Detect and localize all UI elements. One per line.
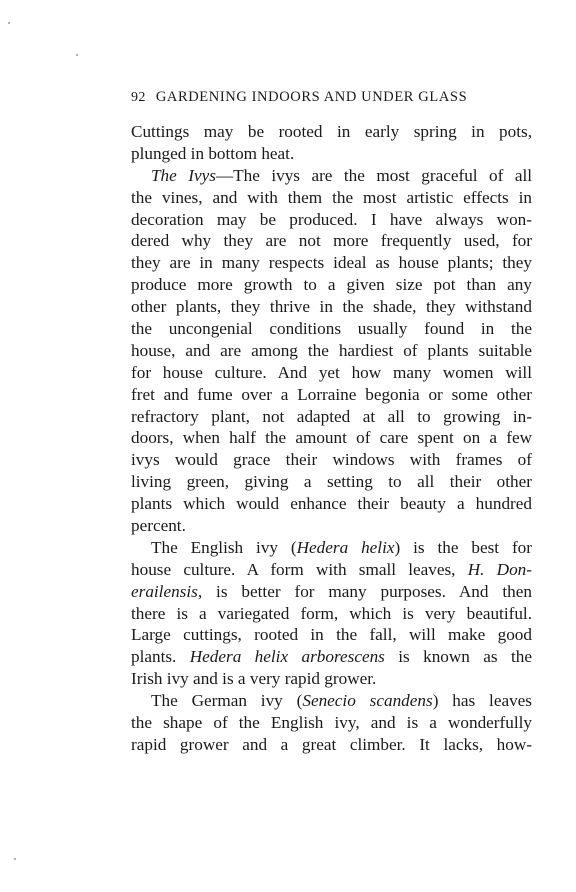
text-run: The German ivy (	[151, 691, 303, 711]
scan-speck	[8, 22, 10, 24]
text-run: they are in many respects ideal as house plants; they	[131, 253, 532, 273]
text-line	[131, 427, 532, 449]
text-line	[131, 734, 532, 756]
text-run: plunged in bottom heat.	[131, 143, 295, 163]
page-number: 92	[131, 90, 146, 105]
text-line	[131, 624, 532, 646]
text-run: refractory plant, not adapted at all to growing in-	[131, 406, 532, 426]
text-line	[131, 690, 532, 712]
italic-text: The Ivys	[151, 165, 216, 185]
text-run: percent.	[131, 516, 186, 536]
text-run: ) is the best for	[394, 537, 532, 557]
text-line	[131, 340, 532, 362]
text-line	[131, 121, 532, 143]
text-line	[131, 449, 532, 471]
italic-text: H. Don-	[467, 559, 532, 579]
text-run: fret and fume over a Lorraine begonia or some other	[131, 384, 532, 404]
text-line	[131, 252, 532, 274]
text-line	[131, 406, 532, 428]
text-line	[131, 559, 532, 581]
text-run: house, and are among the hardiest of plants suitable	[131, 340, 532, 360]
text-run: there is a variegated form, which is very beautiful.	[131, 603, 532, 623]
text-line	[131, 668, 532, 690]
text-run: The English ivy (	[151, 537, 297, 557]
text-run: —The ivys are the most graceful of all	[215, 165, 533, 185]
text-run: dered why they are not more frequently used, for	[131, 231, 532, 251]
italic-text: Hedera helix	[296, 537, 395, 557]
text-run: the shape of the English ivy, and is a wonderfully	[131, 713, 532, 733]
text-run: plants which would enhance their beauty a hundred	[131, 494, 532, 514]
text-line	[131, 646, 532, 668]
italic-text: Senecio scandens	[302, 691, 433, 711]
text-line	[131, 712, 532, 734]
text-run: produce more growth to a given size pot than any	[131, 275, 532, 295]
text-run: doors, when half the amount of care spent on a few	[131, 428, 532, 448]
text-line	[131, 209, 532, 231]
text-line	[131, 274, 532, 296]
text-run: ivys would grace their windows with frames of	[131, 450, 532, 470]
text-run: ) has leaves	[432, 691, 532, 711]
scan-speck	[76, 54, 78, 56]
text-run: the vines, and with them the most artistic effects in	[131, 187, 532, 207]
text-run: house culture. A form with small leaves,	[131, 559, 468, 579]
text-line	[131, 230, 532, 252]
page-header	[131, 89, 531, 106]
text-line	[131, 493, 532, 515]
text-run: Large cuttings, rooted in the fall, will make good	[131, 625, 532, 645]
text-line	[131, 581, 532, 603]
text-run: the uncongenial conditions usually found in the	[131, 319, 532, 339]
text-line	[131, 471, 532, 493]
text-line	[131, 296, 532, 318]
text-line	[131, 537, 532, 559]
text-line	[131, 362, 532, 384]
italic-text: erailensis,	[131, 581, 203, 601]
text-line	[131, 515, 532, 537]
text-line	[131, 384, 532, 406]
text-run: is known as the	[384, 647, 532, 667]
text-run: Irish ivy and is a very rapid grower.	[131, 669, 377, 689]
scan-speck	[14, 858, 16, 860]
text-line	[131, 603, 532, 625]
text-run: for house culture. And yet how many women will	[131, 362, 532, 382]
text-run: living green, giving a setting to all their other	[131, 472, 532, 492]
italic-text: Hedera helix arborescens	[189, 647, 385, 667]
body-text	[131, 121, 532, 756]
running-title: GARDENING INDOORS AND UNDER GLASS	[155, 89, 468, 105]
text-run: Cuttings may be rooted in early spring in pots,	[131, 122, 532, 141]
text-run: decoration may be produced. I have always won-	[131, 209, 532, 229]
text-line	[131, 187, 532, 209]
text-run: rapid grower and a great climber. It lacks, how-	[131, 734, 532, 754]
text-run: plants.	[131, 647, 190, 667]
text-line	[131, 165, 532, 187]
text-run: is better for many purposes. And then	[202, 581, 532, 601]
text-line	[131, 318, 532, 340]
text-run: other plants, they thrive in the shade, they withstand	[131, 297, 532, 317]
text-line	[131, 143, 532, 165]
